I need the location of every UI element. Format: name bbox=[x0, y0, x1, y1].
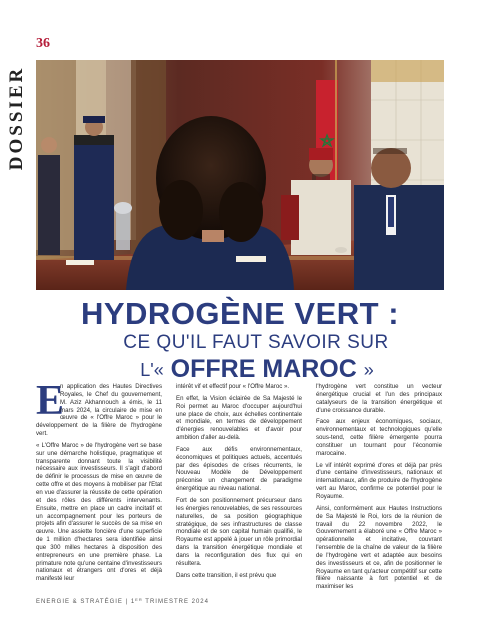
article-paragraph: En effet, la Vision éclairée de Sa Majesté le Roi permet au Maroc d'occuper aujourd'hui une place de choix, aux échelles continentale et mondiale, en termes de développement d'énergies renouvelables et d'avoir pour ambition d'aller au-delà. bbox=[176, 394, 302, 442]
article-paragraph: Dans cette transition, il est prévu que bbox=[176, 571, 277, 579]
headline-line1: HYDROGÈNE VERT : bbox=[80, 296, 400, 331]
article-paragraph: Face aux enjeux économiques, sociaux, environnementaux et technologiques qu'elle sous-tend, cette filière émergente pourra constituer un tournant pour l'économie marocaine. bbox=[316, 418, 442, 457]
section-label bbox=[4, 58, 30, 178]
article-paragraph: Ainsi, conformément aux Hautes Instructions de Sa Majesté le Roi, lors de la réunion de travail du 22 novembre 2022, le Gouvernement a élaboré une « Offre Maroc » opérationnelle et incitative, couvrant l'ensemble de la chaîne de valeur de la filière de l'hydrogène vert et adaptée aux besoins des investisseurs et ce, afin de positionner le Royaume en tant qu'acteur compétitif sur cette filière naissante à fort potentiel et de maximiser les bbox=[316, 504, 442, 591]
headline-close-quote: » bbox=[363, 360, 374, 380]
headline-offre-maroc: OFFRE MAROC bbox=[163, 355, 364, 383]
drop-cap: E bbox=[36, 378, 65, 424]
article-paragraph: Fort de son positionnement précurseur dans les énergies renouvelables, de ses ressources naturelles, de sa position géographique stratégique, de ses infrastructures de classe mondiale et de son capital humain qualifié, le Royaume est appelé à jouer un rôle primordial dans la transition énergétique mondiale et dans la reconfiguration des flux qui en résultera. bbox=[176, 496, 302, 567]
page-number: 36 bbox=[36, 36, 50, 51]
article-column-3 bbox=[316, 383, 442, 595]
headline-open-quote: L'« bbox=[140, 360, 164, 380]
article-column-1 bbox=[36, 378, 162, 587]
article-photo bbox=[36, 60, 444, 290]
section-label-text: DOSSIER bbox=[6, 65, 28, 171]
footer-separator: | bbox=[122, 599, 131, 605]
issue-period: TRIMESTRE 2024 bbox=[142, 599, 209, 605]
article-paragraph: intérêt vif et effectif pour « l'Offre Maroc ». bbox=[176, 383, 290, 390]
publication-name: ENERGIE & STRATÉGIE bbox=[36, 599, 123, 605]
paragraph-text: n application des Hautes Directives Royales, le Chef du gouvernement, M. Aziz Akhannouch a émis, le 11 mars 2024, la circulaire de mise en œuvre de « l'Offre Maroc » pour le développement de la filière de l'hydrogène vert. bbox=[36, 383, 162, 438]
issue-number: 1 bbox=[130, 599, 136, 605]
article-paragraph: l'hydrogène vert constitue un vecteur énergétique crucial et l'un des principaux catalyseurs de la transition énergétique et d'une croissance durable. bbox=[316, 383, 442, 414]
article-paragraph: Face aux défis environnementaux, économiques et politiques actuels, accentués par des épisodes de crises récurrents, le Nouveau Modèle de Développement préconise un changement de paradigme énergétique au niveau national. bbox=[176, 445, 302, 493]
article-column-2 bbox=[176, 383, 302, 583]
article-paragraph bbox=[36, 378, 162, 438]
meeting-photo-illustration bbox=[36, 60, 444, 290]
headline-line2: CE QU'IL FAUT SAVOIR SUR bbox=[123, 332, 389, 353]
article-paragraph: « L'Offre Maroc » de l'hydrogène vert se base sur une démarche holistique, pragmatique et transparente donnant toute la visibilité nécessaire aux investisseurs. Il s'agit d'abord de définir le processus de mise en œuvre de cette offre et des moyens à mobiliser par l'Etat en vue d'assurer la réussite de cette opération et des rôles des différents intervenants. Ensuite, mettre en place un cadre incitatif et un accompagnement pour les porteurs de projets afin d'assurer le succès de sa mise en œuvre. Une assiette foncière d'une superficie de 1 million d'hectares sera identifiée ainsi que 300 milles hectares à disposition des entrepreneurs en une première phase. La primature note qu'une centaine d'investisseurs nationaux et étrangers ont d'ores et déjà manifesté leur bbox=[36, 441, 162, 583]
issue-ordinal: ER bbox=[135, 597, 143, 602]
article-paragraph: Le vif intérêt exprimé d'ores et déjà par près d'une centaine d'investisseurs, nationaux et internationaux, afin de produire de l'hydrogène vert au Maroc, confirme ce potentiel pour le Royaume. bbox=[316, 461, 442, 500]
headline bbox=[36, 296, 444, 388]
page-footer bbox=[36, 597, 209, 605]
